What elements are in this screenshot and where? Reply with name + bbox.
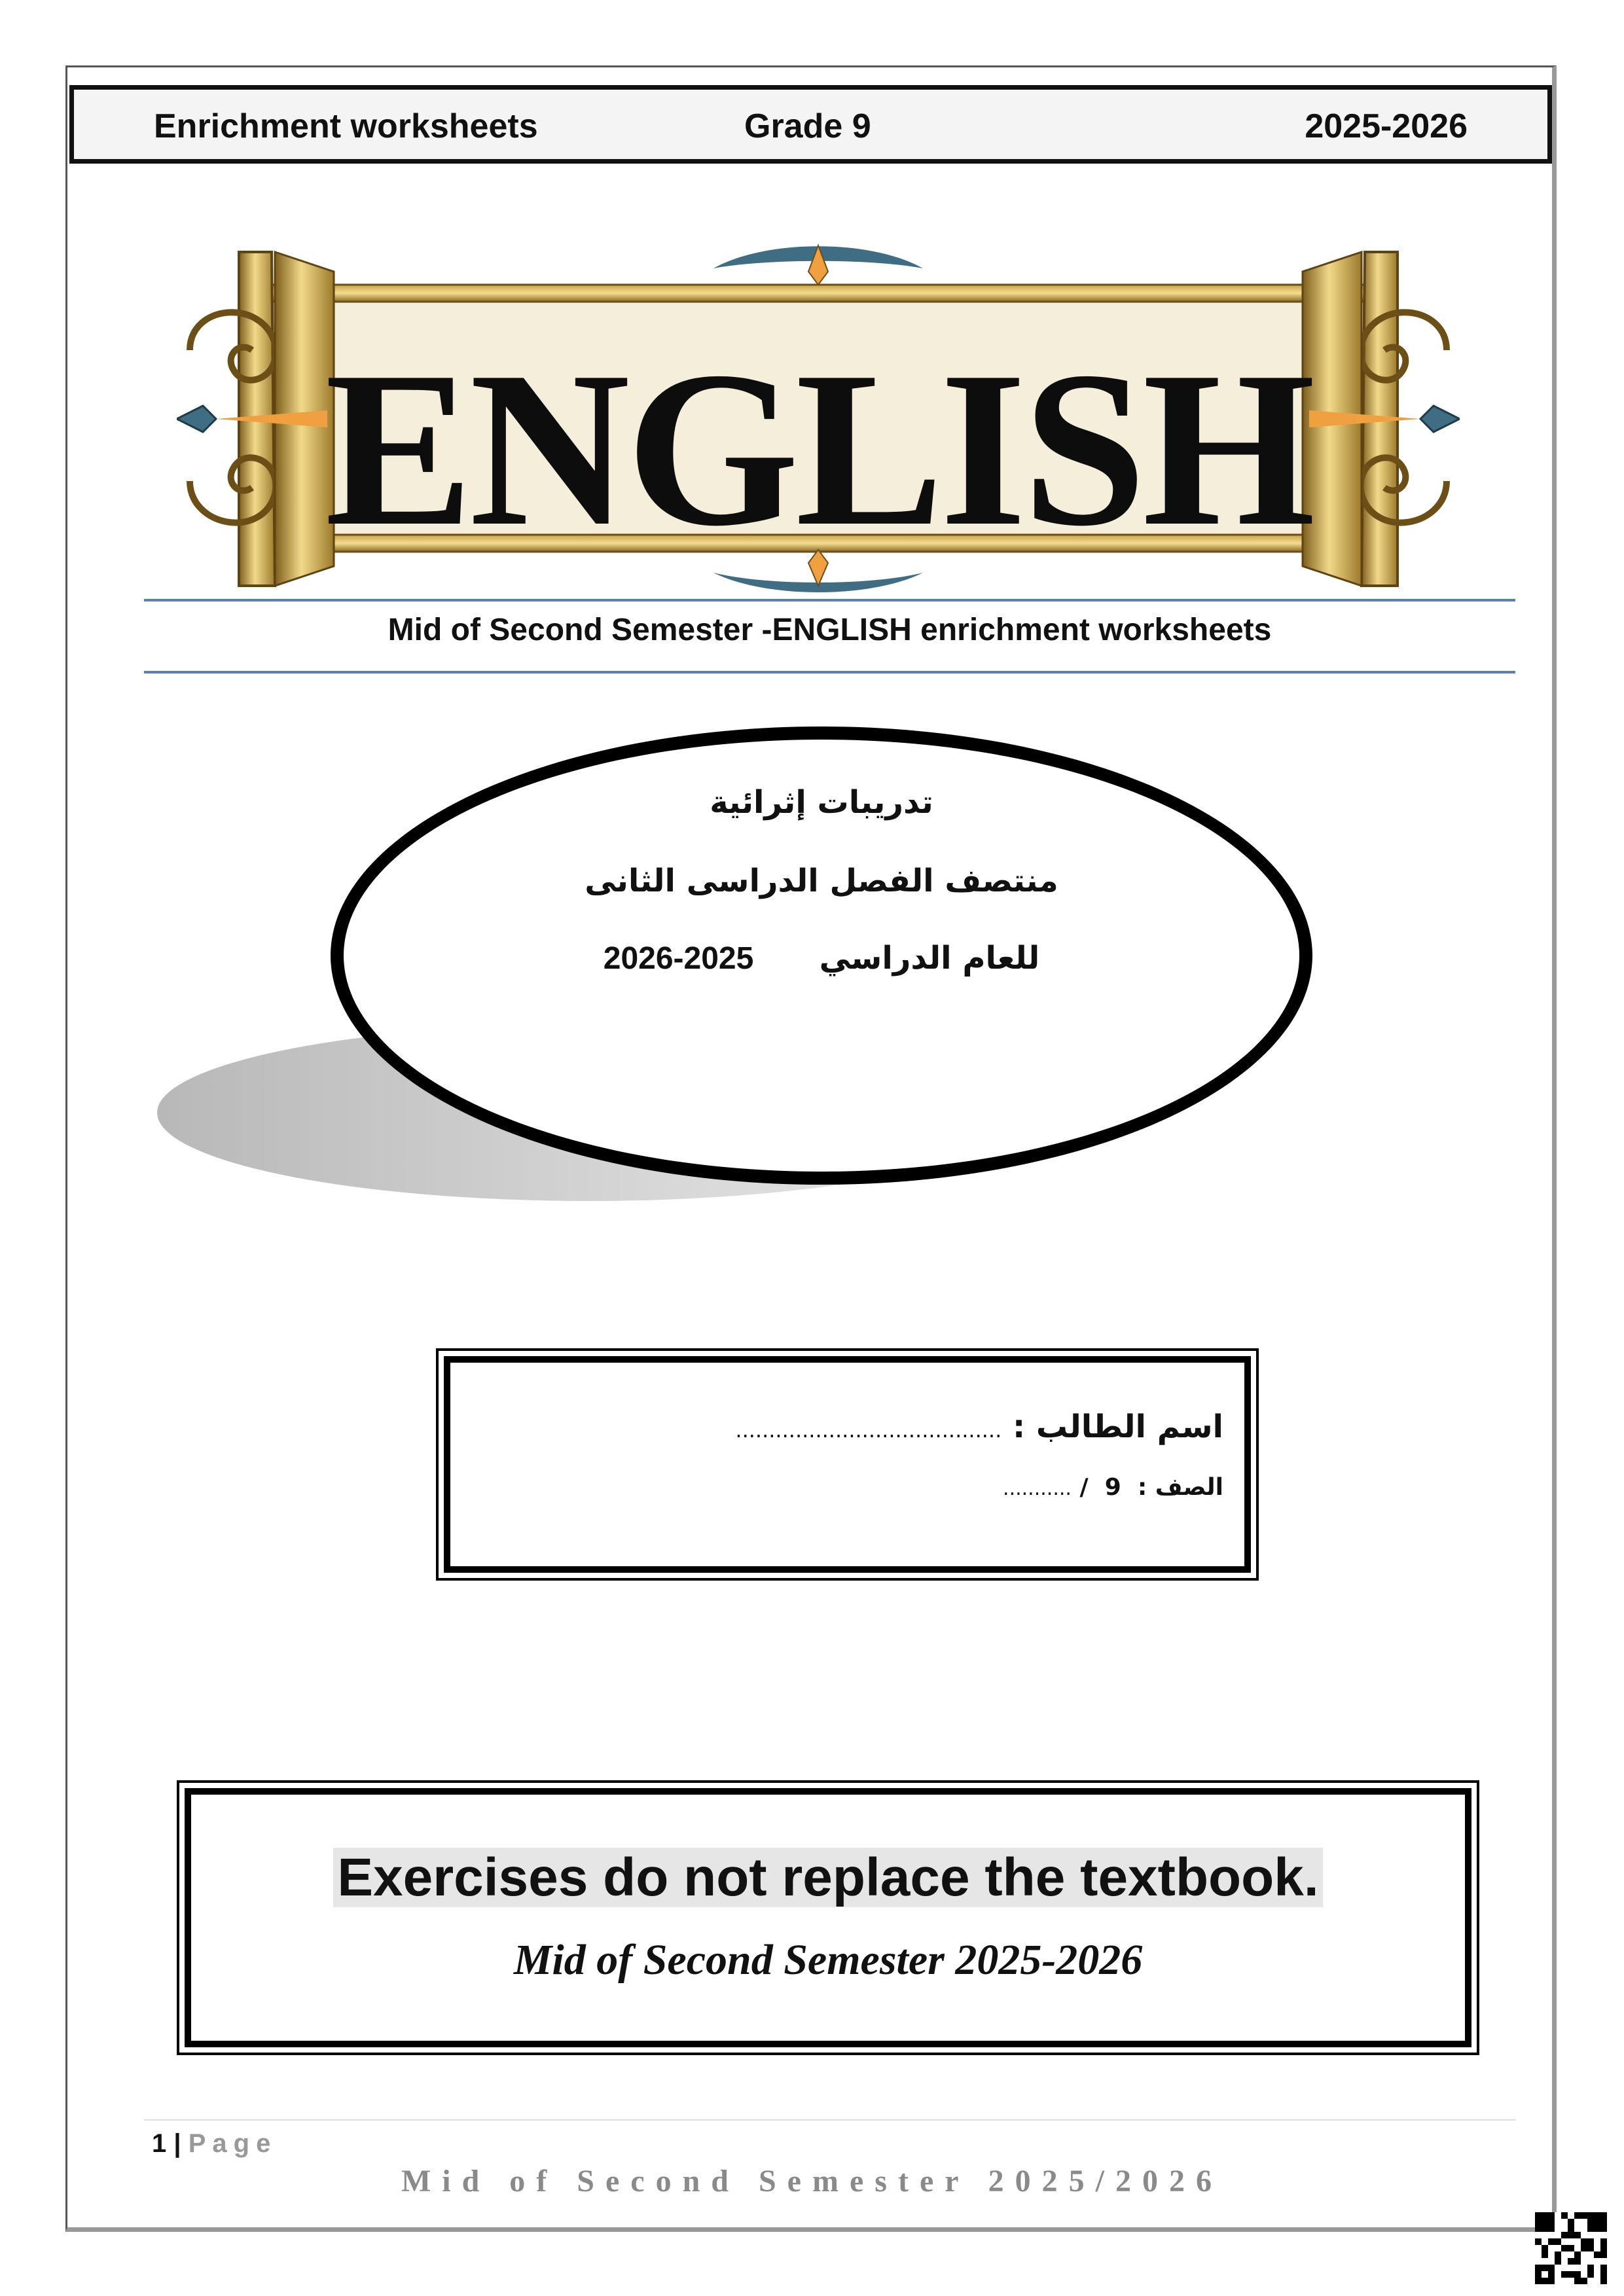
notice-box	[177, 1780, 1479, 2055]
student-info-inner	[444, 1356, 1251, 1573]
header-year: 2025-2026	[1305, 107, 1468, 145]
student-class-separator: /	[1079, 1474, 1089, 1501]
notice-inner	[185, 1788, 1471, 2047]
student-name-label: اسم الطالب :	[1012, 1408, 1223, 1445]
page-label: Page	[188, 2129, 278, 2158]
page-number: 1	[152, 2129, 167, 2158]
student-name-field[interactable]: ........................................	[735, 1418, 1002, 1443]
page-separator: |	[173, 2129, 181, 2158]
page-number-line	[152, 2129, 277, 2159]
worksheet-subtitle: Mid of Second Semester -ENGLISH enrichment worksheets	[388, 613, 1272, 647]
arabic-title-ellipse	[331, 726, 1312, 1185]
qr-code-icon	[1535, 2212, 1607, 2284]
top-rule	[144, 599, 1515, 601]
arabic-year-label: للعام الدراسي	[819, 940, 1040, 977]
header-left-text: Enrichment worksheets	[154, 107, 538, 145]
student-class-grade: 9	[1104, 1474, 1121, 1501]
arabic-line-3	[344, 940, 1299, 977]
footer-text: Mid of Second Semester 2025/2026	[401, 2164, 1223, 2198]
notice-main-text: Exercises do not replace the textbook.	[333, 1848, 1322, 1907]
student-name-row	[735, 1408, 1223, 1445]
student-class-row	[1003, 1474, 1223, 1501]
english-banner-logo	[177, 232, 1460, 605]
banner-word: ENGLISH	[325, 325, 1312, 572]
student-class-field[interactable]: ...........	[1003, 1477, 1072, 1500]
student-class-label: الصف :	[1137, 1474, 1223, 1501]
header-band	[69, 85, 1552, 164]
student-info-box	[436, 1348, 1259, 1581]
arabic-line-1: تدريبات إثرائية	[710, 784, 933, 821]
arabic-line-2: منتصف الفصل الدراسى الثانى	[585, 863, 1058, 899]
notice-main	[191, 1847, 1465, 1909]
notice-sub-text: Mid of Second Semester 2025-2026	[513, 1936, 1143, 1984]
header-grade: Grade 9	[744, 107, 871, 145]
footer-rule	[144, 2119, 1515, 2121]
arabic-year: 2025-2026	[603, 941, 754, 976]
bottom-rule	[144, 671, 1515, 673]
